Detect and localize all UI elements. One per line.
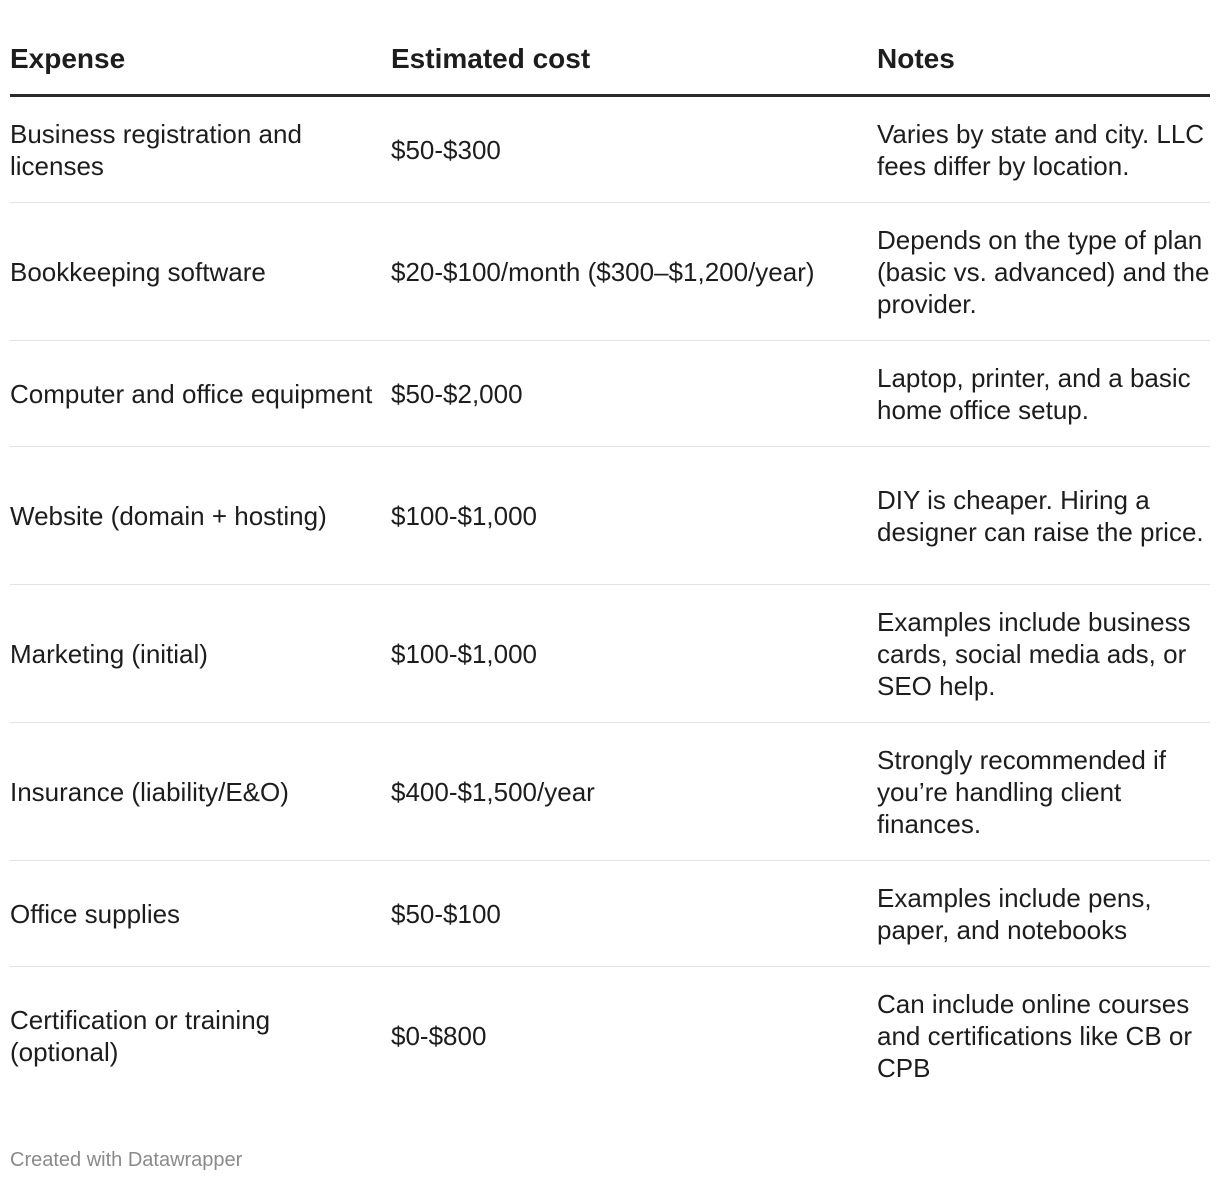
table-row xyxy=(10,585,1210,723)
expense-cell: Marketing (initial) xyxy=(10,638,208,669)
table-row xyxy=(10,723,1210,861)
expense-cell: Office supplies xyxy=(10,898,181,929)
column-header-notes: Notes xyxy=(877,43,955,74)
datawrapper-credit: Created with Datawrapper xyxy=(10,1149,243,1171)
notes-cell: Laptop, printer, and a basic home office setup. xyxy=(877,362,1191,425)
cost-cell: $50-$100 xyxy=(391,898,501,929)
cost-cell: $50-$300 xyxy=(391,134,501,165)
cost-cell: $400-$1,500/year xyxy=(391,776,595,807)
notes-cell: Can include online courses and certifications like CB or CPB xyxy=(877,989,1193,1083)
cost-cell: $0-$800 xyxy=(391,1021,487,1051)
column-header-expense: Expense xyxy=(10,43,126,74)
table-row xyxy=(10,447,1210,585)
expense-cell: Business registration and licenses xyxy=(10,118,302,181)
expense-cell: Insurance (liability/E&O) xyxy=(10,776,289,807)
notes-cell: Strongly recommended if you’re handling client finances. xyxy=(877,744,1167,839)
expense-cell: Computer and office equipment xyxy=(10,378,373,409)
table-header-row xyxy=(10,30,1210,97)
expense-table xyxy=(10,30,1210,1105)
notes-cell: Varies by state and city. LLC fees differ by location. xyxy=(877,118,1205,181)
notes-cell: Examples include pens, paper, and notebooks xyxy=(877,882,1152,945)
cost-cell: $100-$1,000 xyxy=(391,638,538,669)
cost-cell: $20-$100/month ($300–$1,200/year) xyxy=(391,256,815,287)
cost-cell: $100-$1,000 xyxy=(391,500,538,531)
notes-cell: DIY is cheaper. Hiring a designer can raise the price. xyxy=(877,484,1204,547)
table-row xyxy=(10,203,1210,341)
table-row xyxy=(10,341,1210,447)
expense-cell: Certification or training (optional) xyxy=(10,1005,271,1067)
table-row xyxy=(10,97,1210,203)
notes-cell: Examples include business cards, social media ads, or SEO help. xyxy=(877,606,1191,701)
table-row xyxy=(10,861,1210,967)
expense-cell: Website (domain + hosting) xyxy=(10,500,327,531)
cost-cell: $50-$2,000 xyxy=(391,378,523,409)
column-header-cost: Estimated cost xyxy=(391,43,591,74)
expense-cell: Bookkeeping software xyxy=(10,256,266,287)
notes-cell: Depends on the type of plan (basic vs. advanced) and the provider. xyxy=(877,224,1210,319)
table-row xyxy=(10,967,1210,1105)
